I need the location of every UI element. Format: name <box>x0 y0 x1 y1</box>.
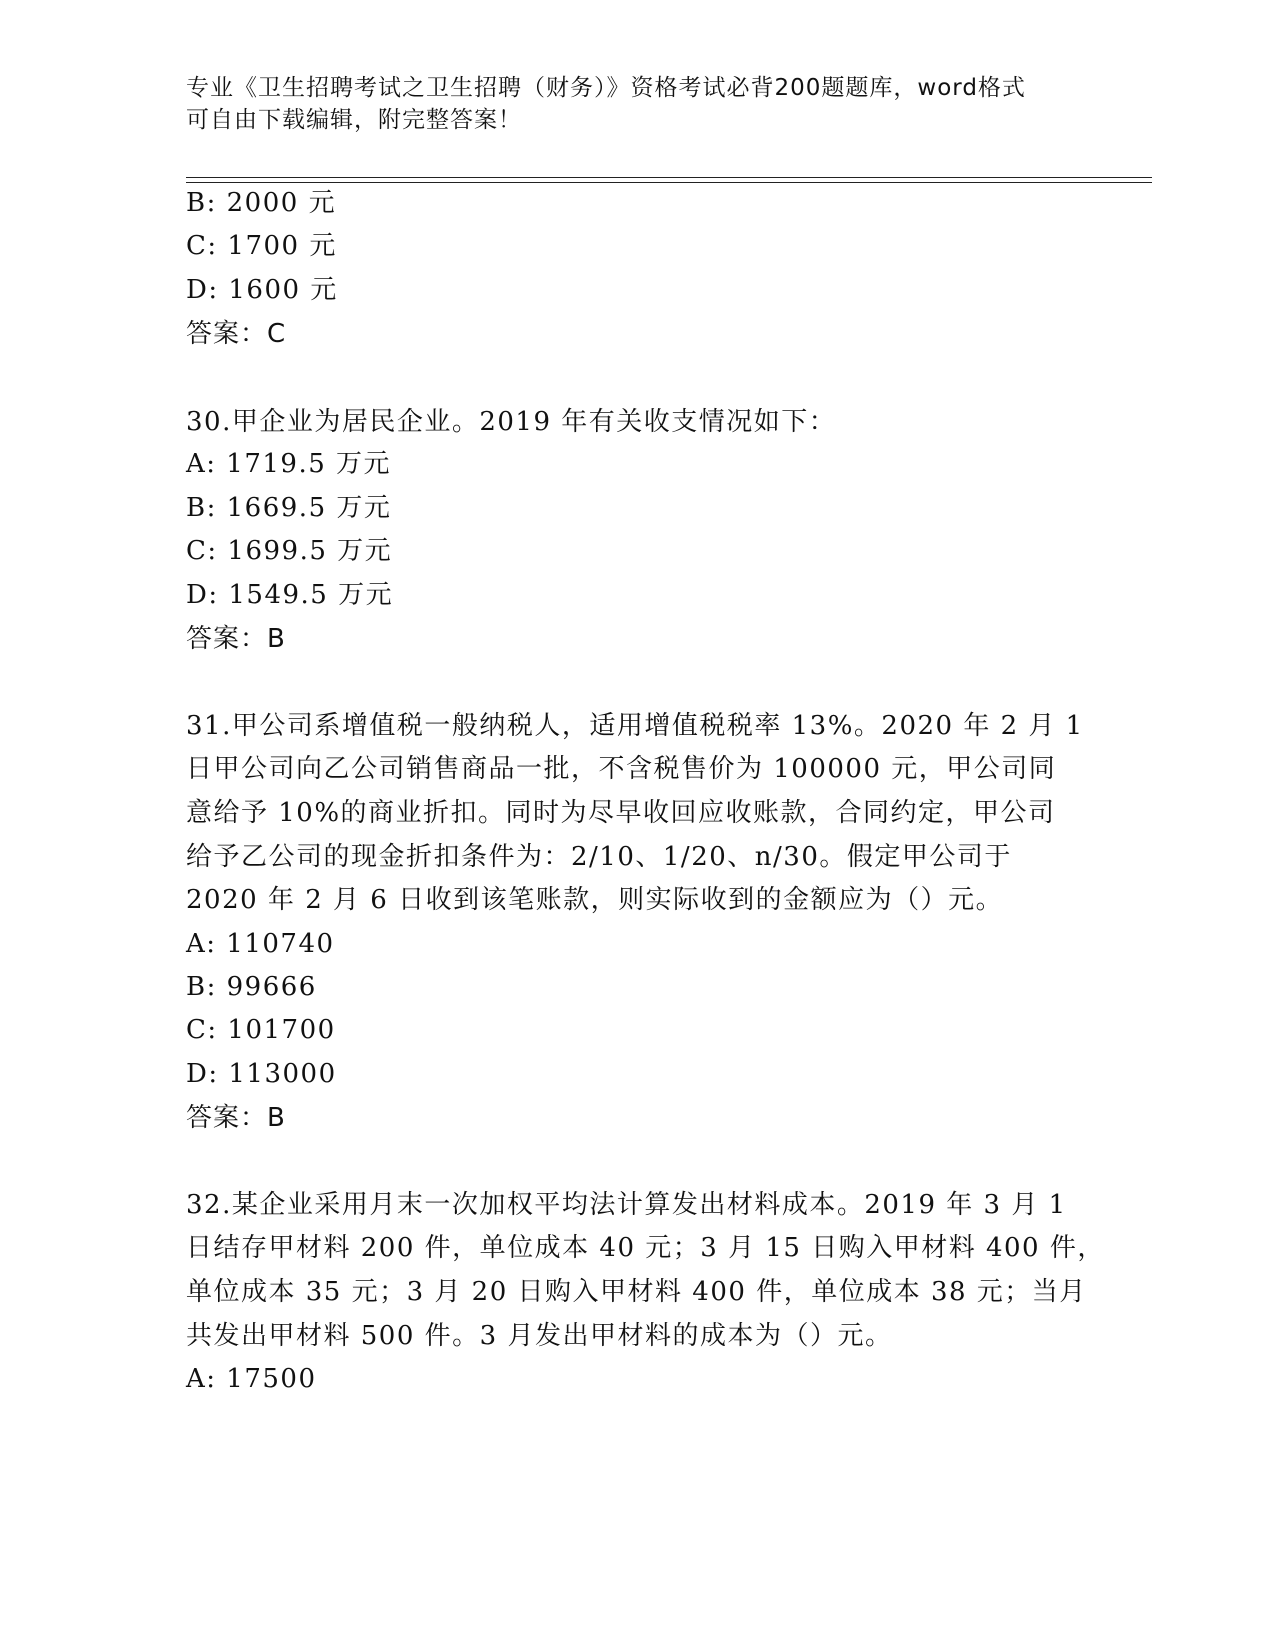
q32-stem-line-2: 日结存甲材料 200 件，单位成本 40 元；3 月 15 日购入甲材料 400 件， <box>186 1233 1105 1263</box>
q31-stem-line-3: 意给予 10%的商业折扣。同时为尽早收回应收账款，合同约定，甲公司 <box>186 798 1056 828</box>
header-divider-top <box>186 177 1152 178</box>
q29-answer: 答案：C <box>186 319 287 349</box>
q30-answer: 答案：B <box>186 624 286 654</box>
q29-option-b: B: 2000 元 <box>186 188 337 218</box>
q29-option-d: D: 1600 元 <box>186 275 338 305</box>
q32-option-a: A: 17500 <box>186 1364 317 1394</box>
q31-option-c: C: 101700 <box>186 1015 336 1045</box>
q31-option-a: A: 110740 <box>186 929 335 959</box>
q31-option-d: D: 113000 <box>186 1059 337 1089</box>
header-title-line-2: 可自由下载编辑，附完整答案！ <box>186 107 522 133</box>
q31-option-b: B: 99666 <box>186 972 317 1002</box>
header-title-line-1: 专业《卫生招聘考试之卫生招聘（财务）》资格考试必背200题题库，word格式 <box>186 75 1026 101</box>
q31-stem-line-5: 2020 年 2 月 6 日收到该笔账款，则实际收到的金额应为（）元。 <box>186 885 1004 915</box>
q30-option-d: D: 1549.5 万元 <box>186 580 394 610</box>
q31-answer: 答案：B <box>186 1103 286 1133</box>
q30-option-a: A: 1719.5 万元 <box>186 449 392 479</box>
q30-stem: 30.甲企业为居民企业。2019 年有关收支情况如下： <box>186 407 837 437</box>
q30-option-b: B: 1669.5 万元 <box>186 493 392 523</box>
q32-stem-line-1: 32.某企业采用月末一次加权平均法计算发出材料成本。2019 年 3 月 1 <box>186 1190 1067 1220</box>
q31-stem-line-4: 给予乙公司的现金折扣条件为：2/10、1/20、n/30。假定甲公司于 <box>186 842 1012 872</box>
q32-stem-line-4: 共发出甲材料 500 件。3 月发出甲材料的成本为（）元。 <box>186 1321 893 1351</box>
header-divider-bottom <box>186 182 1152 183</box>
q31-stem-line-2: 日甲公司向乙公司销售商品一批，不含税售价为 100000 元，甲公司同 <box>186 754 1057 784</box>
q29-option-c: C: 1700 元 <box>186 231 337 261</box>
q30-option-c: C: 1699.5 万元 <box>186 536 393 566</box>
q31-stem-line-1: 31.甲公司系增值税一般纳税人，适用增值税税率 13%。2020 年 2 月 1 <box>186 711 1084 741</box>
document-header <box>186 72 1076 136</box>
q32-stem-line-3: 单位成本 35 元；3 月 20 日购入甲材料 400 件，单位成本 38 元；当月 <box>186 1277 1087 1307</box>
